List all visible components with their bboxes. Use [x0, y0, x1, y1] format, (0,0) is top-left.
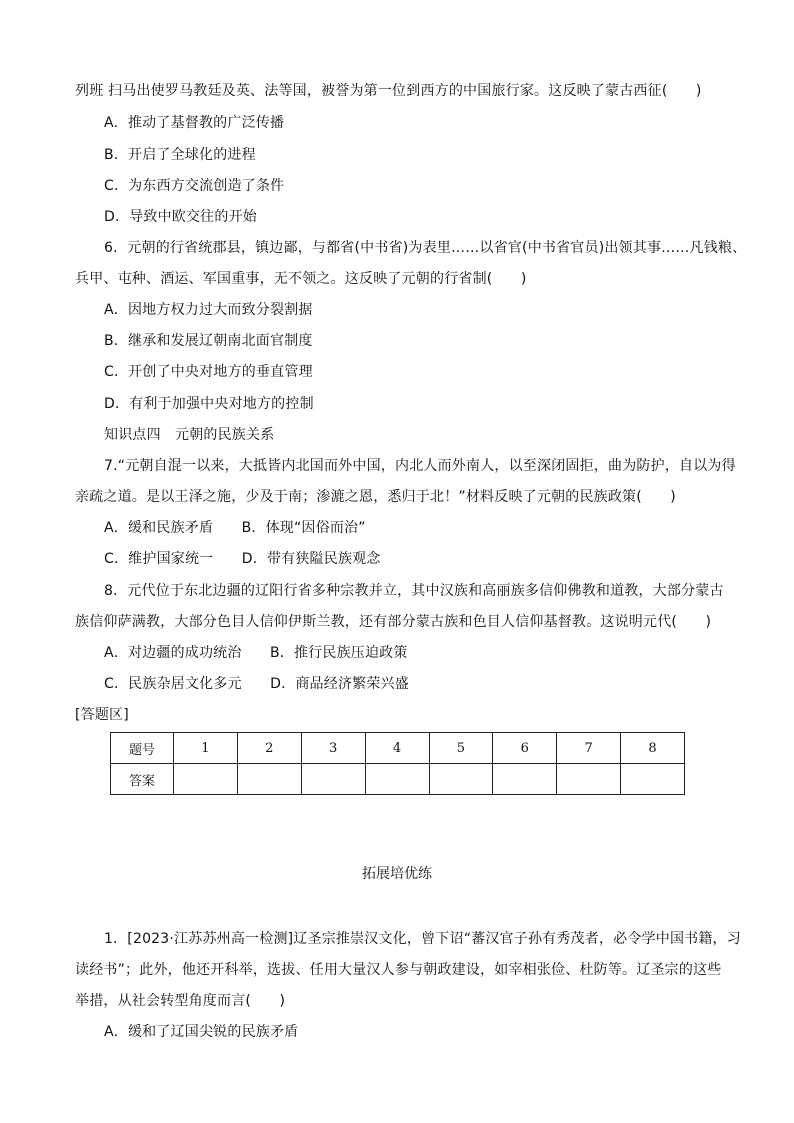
q7-stem-line-2: 亲疏之道。是以王泽之施，少及于南；渗漉之恩，悉归于北！”材料反映了元朝的民族政策( )	[75, 489, 676, 505]
number-cell-7: 7	[557, 733, 621, 764]
q5-stem-tail: 列班 扫马出使罗马教廷及英、法等国，被誉为第一位到西方的中国旅行家。这反映了蒙古西征( )	[75, 83, 702, 99]
answer-table-answer-row	[111, 764, 685, 795]
number-cell-3: 3	[301, 733, 365, 764]
q6-stem-line-1: 6．元朝的行省统郡县，镇边鄙，与都省(中书省)为表里……以省官(中书省官员)出领其事……凡钱粮、	[104, 240, 747, 256]
q7-options-row-2: C．维护国家统一 D．带有狭隘民族观念	[104, 551, 381, 567]
q7-options-row-1: A．缓和民族矛盾 B．体现“因俗而治”	[104, 520, 366, 536]
ext-q1-stem-line-2: 读经书”；此外，他还开科举，选拔、任用大量汉人参与朝政建设，如宰相张俭、杜防等。辽圣宗的这些	[75, 962, 722, 978]
answer-area-label: [答题区]	[75, 707, 129, 723]
number-cell-5: 5	[429, 733, 493, 764]
q5-option-c: C．为东西方交流创造了条件	[104, 178, 285, 194]
q6-option-b: B．继承和发展辽朝南北面官制度	[104, 333, 313, 349]
answer-cell-2[interactable]	[237, 764, 301, 795]
q6-option-a: A．因地方权力过大而致分裂割据	[104, 302, 313, 318]
q6-option-d: D．有利于加强中央对地方的控制	[104, 396, 314, 412]
ext-q1-option-a: A．缓和了辽国尖锐的民族矛盾	[104, 1024, 299, 1040]
answer-table	[110, 732, 685, 795]
ext-q1-stem-line-3: 举措，从社会转型角度而言( )	[75, 993, 286, 1009]
number-cell-2: 2	[237, 733, 301, 764]
answer-cell-1[interactable]	[174, 764, 238, 795]
q5-option-b: B．开启了全球化的进程	[104, 147, 256, 163]
answer-header-cell: 答案	[111, 764, 174, 795]
answer-cell-7[interactable]	[557, 764, 621, 795]
q8-options-row-2: C．民族杂居文化多元 D．商品经济繁荣兴盛	[104, 676, 409, 692]
q6-option-c: C．开创了中央对地方的垂直管理	[104, 364, 313, 380]
ext-q1-stem-line-1: 1．[2023·江苏苏州高一检测]辽圣宗推崇汉文化，曾下诏“蕃汉官子孙有秀茂者，必令学中国书籍，习	[104, 931, 741, 947]
answer-cell-5[interactable]	[429, 764, 493, 795]
q5-option-d: D．导致中欧交往的开始	[104, 209, 257, 225]
answer-cell-6[interactable]	[493, 764, 557, 795]
q6-stem-line-2: 兵甲、屯种、酒运、军国重事，无不领之。这反映了元朝的行省制( )	[75, 271, 527, 287]
answer-cell-8[interactable]	[621, 764, 685, 795]
number-header-cell: 题号	[111, 733, 174, 764]
number-cell-4: 4	[365, 733, 429, 764]
q8-stem-line-1: 8．元代位于东北边疆的辽阳行省多种宗教并立，其中汉族和高丽族多信仰佛教和道教，大部分蒙古	[104, 583, 724, 599]
q8-options-row-1: A．对边疆的成功统治 B．推行民族压迫政策	[104, 645, 408, 661]
q7-stem-line-1: 7.“元朝自混一以来，大抵皆内北国而外中国，内北人而外南人，以至深闭固拒，曲为防护，自以为得	[104, 458, 736, 474]
knowledge-point-heading: 知识点四 元朝的民族关系	[104, 427, 275, 443]
q5-option-a: A．推动了基督教的广泛传播	[104, 115, 285, 131]
answer-table-number-row	[111, 733, 685, 764]
answer-cell-3[interactable]	[301, 764, 365, 795]
number-cell-6: 6	[493, 733, 557, 764]
q8-stem-line-2: 族信仰萨满教，大部分色目人信仰伊斯兰教，还有部分蒙古族和色目人信仰基督教。这说明元代( )	[75, 614, 712, 630]
number-cell-8: 8	[621, 733, 685, 764]
number-cell-1: 1	[174, 733, 238, 764]
section-title: 拓展培优练	[362, 866, 432, 882]
answer-cell-4[interactable]	[365, 764, 429, 795]
